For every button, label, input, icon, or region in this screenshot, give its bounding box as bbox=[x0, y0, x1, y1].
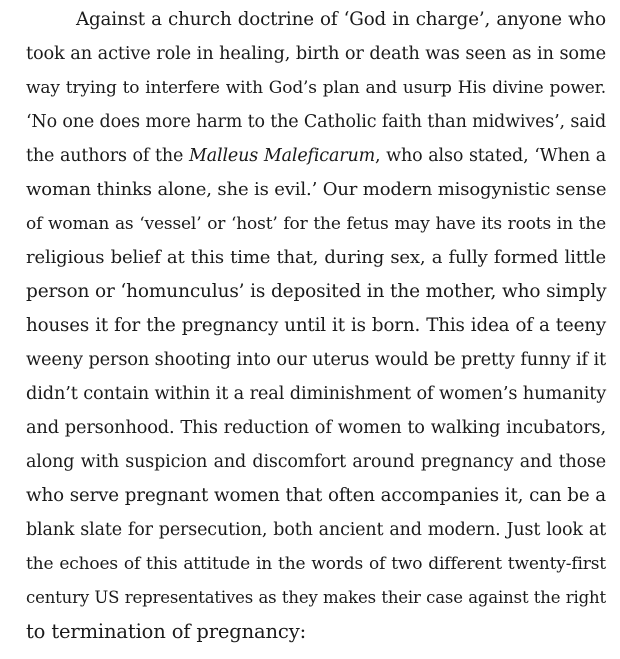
text-line-10: houses it for the pregnancy until it is born. This idea of a teeny bbox=[26, 315, 606, 336]
text-line-15: who serve pregnant women that often accompanies it, can be a bbox=[26, 485, 606, 506]
text-line-2: took an active role in healing, birth or death was seen as in some bbox=[26, 44, 606, 64]
text-line-13: and personhood. This reduction of women to walking incubators, bbox=[26, 418, 606, 438]
body-paragraph bbox=[26, 3, 606, 649]
text-line-14: along with suspicion and discomfort around pregnancy and those bbox=[26, 452, 606, 472]
text-line-18: century US representatives as they makes their case against the right bbox=[26, 588, 606, 607]
text-line-6: woman thinks alone, she is evil.’ Our modern misogynistic sense bbox=[26, 179, 607, 200]
text-line-19: to termination of pregnancy: bbox=[26, 620, 306, 643]
text-line-5 bbox=[26, 139, 606, 173]
text-line-16: blank slate for persecution, both ancient and modern. Just look at bbox=[26, 520, 606, 540]
text-line-9: person or ‘homunculus’ is deposited in the mother, who simply bbox=[26, 281, 607, 302]
text-line-3: way trying to interfere with God’s plan and usurp His divine power. bbox=[26, 78, 606, 98]
text-line-7: of woman as ‘vessel’ or ‘host’ for the fetus may have its roots in the bbox=[26, 214, 606, 234]
text-line-12: didn’t contain within it a real diminishment of women’s humanity bbox=[26, 384, 607, 404]
book-title-italic: Malleus Maleficarum bbox=[188, 146, 376, 166]
text-line-11: weeny person shooting into our uterus would be pretty funny if it bbox=[26, 350, 606, 370]
text-line-5-end: , who also stated, ‘When a bbox=[375, 146, 606, 166]
text-line-4: ‘No one does more harm to the Catholic faith than midwives’, said bbox=[26, 112, 606, 132]
text-line-1: Against a church doctrine of ‘God in charge’, anyone who bbox=[76, 9, 606, 30]
text-line-17: the echoes of this attitude in the words of two different twenty-first bbox=[26, 554, 606, 574]
text-line-8: religious belief at this time that, during sex, a fully formed little bbox=[26, 247, 606, 268]
text-line-5-start: the authors of the bbox=[26, 146, 189, 166]
